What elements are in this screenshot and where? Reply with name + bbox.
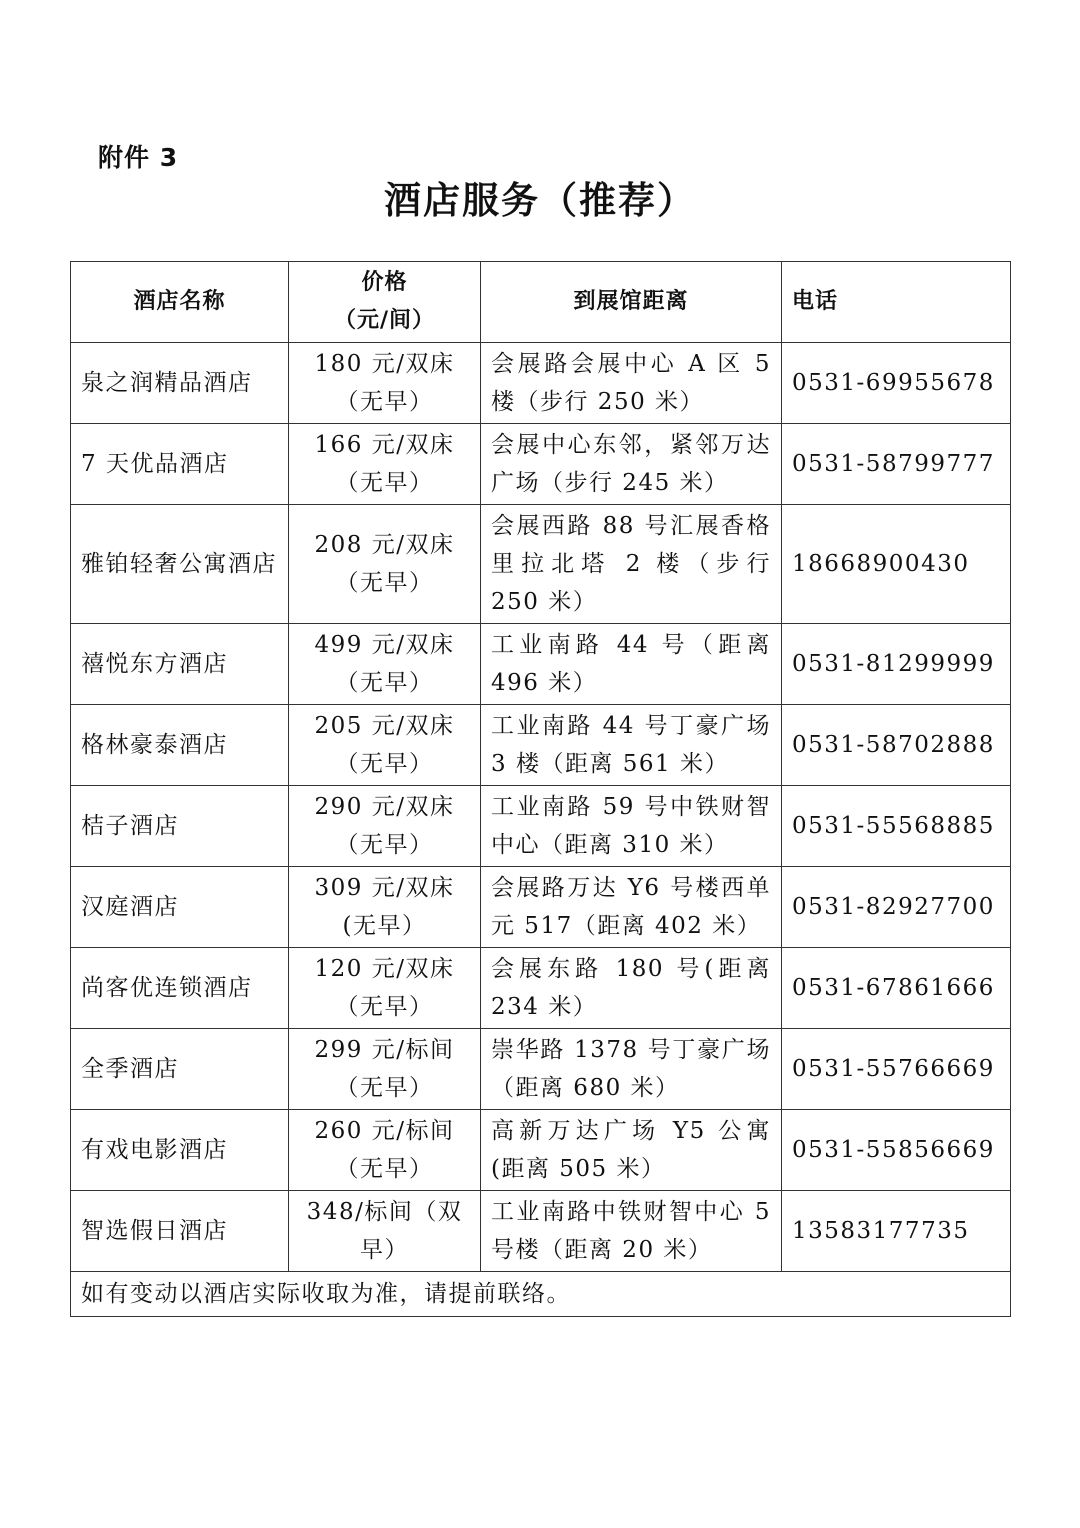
hotel-price: 299 元/标间（无早） [289,1029,481,1110]
hotel-distance: 高新万达广场 Y5 公寓(距离 505 米） [481,1110,782,1191]
hotel-price: 205 元/双床（无早） [289,705,481,786]
table-row [71,786,1011,867]
hotel-price: 260 元/标间（无早） [289,1110,481,1191]
hotel-name: 雅铂轻奢公寓酒店 [71,505,289,624]
hotel-name: 格林豪泰酒店 [71,705,289,786]
table-row [71,1029,1011,1110]
table-note: 如有变动以酒店实际收取为准，请提前联络。 [71,1272,1011,1317]
header-price-line2: （元/间） [333,308,436,333]
attachment-label: 附件 3 [98,143,179,172]
hotel-phone: 0531-81299999 [782,624,1011,705]
hotel-distance: 崇华路 1378 号丁豪广场（距离 680 米） [481,1029,782,1110]
hotel-distance: 工业南路 44 号丁豪广场 3 楼（距离 561 米） [481,705,782,786]
hotel-phone: 0531-58702888 [782,705,1011,786]
hotel-name: 智选假日酒店 [71,1191,289,1272]
table-row [71,948,1011,1029]
hotel-name: 泉之润精品酒店 [71,343,289,424]
hotel-price: 499 元/双床（无早） [289,624,481,705]
hotel-distance: 工业南路 59 号中铁财智中心（距离 310 米） [481,786,782,867]
table-row [71,705,1011,786]
hotel-phone: 0531-82927700 [782,867,1011,948]
hotel-price: 180 元/双床（无早） [289,343,481,424]
header-price [289,262,481,343]
hotel-distance: 会展路会展中心 A 区 5 楼（步行 250 米） [481,343,782,424]
header-price-line1: 价格 [361,270,408,295]
hotel-phone: 0531-58799777 [782,424,1011,505]
hotel-phone: 13583177735 [782,1191,1011,1272]
hotel-phone: 0531-55766669 [782,1029,1011,1110]
page-title: 酒店服务（推荐） [384,178,696,222]
hotel-name: 禧悦东方酒店 [71,624,289,705]
hotel-distance: 工业南路 44 号（距离 496 米） [481,624,782,705]
hotel-distance: 会展西路 88 号汇展香格里拉北塔 2 楼（步行 250 米） [481,505,782,624]
table-row [71,867,1011,948]
hotel-name: 汉庭酒店 [71,867,289,948]
hotel-table [70,261,1011,1317]
hotel-name: 桔子酒店 [71,786,289,867]
hotel-price: 309 元/双床(无早） [289,867,481,948]
table-row [71,1191,1011,1272]
hotel-distance: 工业南路中铁财智中心 5 号楼（距离 20 米） [481,1191,782,1272]
hotel-price: 348/标间（双早） [289,1191,481,1272]
table-row [71,1110,1011,1191]
hotel-phone: 18668900430 [782,505,1011,624]
table-row [71,424,1011,505]
hotel-price: 120 元/双床（无早） [289,948,481,1029]
hotel-name: 7 天优品酒店 [71,424,289,505]
hotel-name: 有戏电影酒店 [71,1110,289,1191]
header-phone: 电话 [782,262,1011,343]
table-header-row [71,262,1011,343]
table-row [71,505,1011,624]
hotel-distance: 会展中心东邻，紧邻万达广场（步行 245 米） [481,424,782,505]
hotel-phone: 0531-67861666 [782,948,1011,1029]
hotel-price: 166 元/双床（无早） [289,424,481,505]
hotel-name: 全季酒店 [71,1029,289,1110]
table-row [71,624,1011,705]
table-note-row [71,1272,1011,1317]
header-name: 酒店名称 [71,262,289,343]
hotel-phone: 0531-55856669 [782,1110,1011,1191]
hotel-distance: 会展东路 180 号(距离 234 米） [481,948,782,1029]
hotel-price: 290 元/双床（无早） [289,786,481,867]
hotel-distance: 会展路万达 Y6 号楼西单元 517（距离 402 米） [481,867,782,948]
table-row [71,343,1011,424]
hotel-name: 尚客优连锁酒店 [71,948,289,1029]
hotel-price: 208 元/双床（无早） [289,505,481,624]
hotel-phone: 0531-55568885 [782,786,1011,867]
header-distance: 到展馆距离 [481,262,782,343]
hotel-phone: 0531-69955678 [782,343,1011,424]
